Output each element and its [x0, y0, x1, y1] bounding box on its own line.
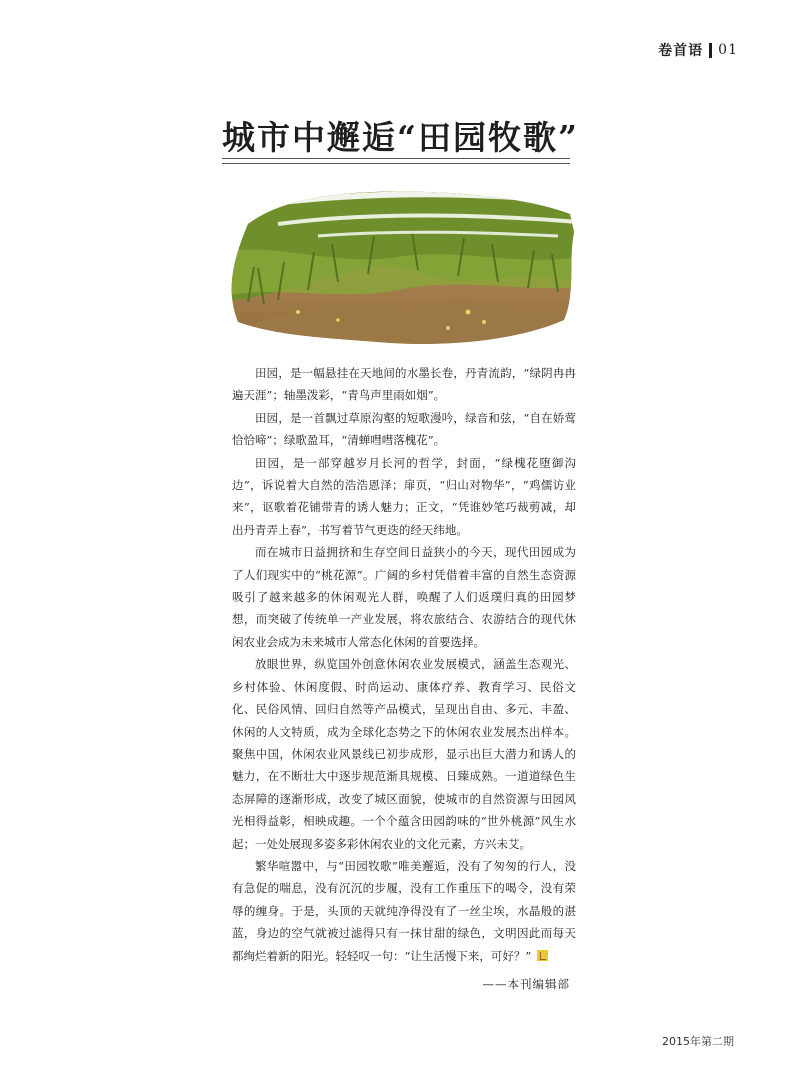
title-rule-top: [222, 158, 570, 159]
page-number: 01: [718, 42, 738, 58]
paragraph: 田园，是一部穿越岁月长河的哲学，封面，“绿槐花堕御沟边”，诉说着大自然的浩浩恩泽；扉页，“归山对物华”，“鸡儒访业来”，讴歌着花铺带青的诱人魅力；正文，“凭谁妙笔巧裁剪减，却出丹青弄上春”，书写着节气更迭的经天纬地。: [232, 455, 576, 537]
page-header: [658, 40, 738, 60]
paragraph: 田园，是一首飘过草原沟壑的短歌漫吟，绿音和弦，“自在娇莺恰恰啼”；绿歌盈耳，“清蝉嘒嘒落槐花”。: [232, 410, 576, 448]
section-label: 卷首语: [658, 43, 704, 59]
signature: ——本刊编辑部: [482, 976, 570, 991]
title-rule-bottom: [222, 163, 570, 164]
field-photo: [218, 172, 580, 352]
paragraph: 放眼世界，纵览国外创意休闲农业发展模式，涵盖生态观光、乡村体验、休闲度假、时尚运动、康体疗养、教育学习、民俗文化、民俗风情、回归自然等产品模式，呈现出自由、多元、丰盈、休闲的人文特质，成为全球化态势之下的休闲农业发展杰出样本。聚焦中国，休闲农业风景线已初步成形，显示出巨大潜力和诱人的魅力，在不断壮大中逐步规范渐具规模、日臻成熟。一道道绿色生态屏障的逐渐形成，改变了城区面貌，使城市的自然资源与田园风光相得益彰，相映成趣。一个个蕴含田园韵味的“世外桃源”风生水起；一处处展现多姿多彩休闲农业的文化元素，方兴未艾。: [232, 657, 576, 851]
paragraph-last: [232, 855, 576, 967]
paragraph: 而在城市日益拥挤和生存空间日益狭小的今天，现代田园成为了人们现实中的“桃花源”。广阔的乡村凭借着丰富的自然生态资源吸引了越来越多的休闲观光人群，唤醒了人们返璞归真的田园梦想，而突破了传统单一产业发展，将农旅结合、农游结合的现代休闲农业会成为未来城市人常态化休闲的首要选择。: [232, 545, 576, 649]
header-divider: [709, 43, 712, 58]
end-mark-icon: [537, 950, 548, 961]
article-title: 城市中邂逅“田园牧歌”: [222, 118, 579, 157]
paragraph-text: 繁华喧嚣中，与“田园牧歌”唯美邂逅，没有了匆匆的行人，没有急促的喘息，没有沉沉的步履，没有工作重压下的喝令，没有荣辱的缠身。于是，头顶的天就纯净得没有了一丝尘埃，水晶般的湛蓝，身边的空气就被过滤得只有一抹甘甜的绿色，文明因此而每天都绚烂着新的阳光。轻轻叹一句：“让生活慢下来，可好？”: [232, 858, 576, 963]
article-body: [232, 362, 576, 995]
issue-footer: 2015年第二期: [662, 1035, 734, 1048]
paragraph: 田园，是一幅悬挂在天地间的水墨长卷，丹青流韵，“绿阴冉冉遍天涯”；轴墨泼彩，“青鸟声里雨如烟”。: [232, 366, 576, 403]
